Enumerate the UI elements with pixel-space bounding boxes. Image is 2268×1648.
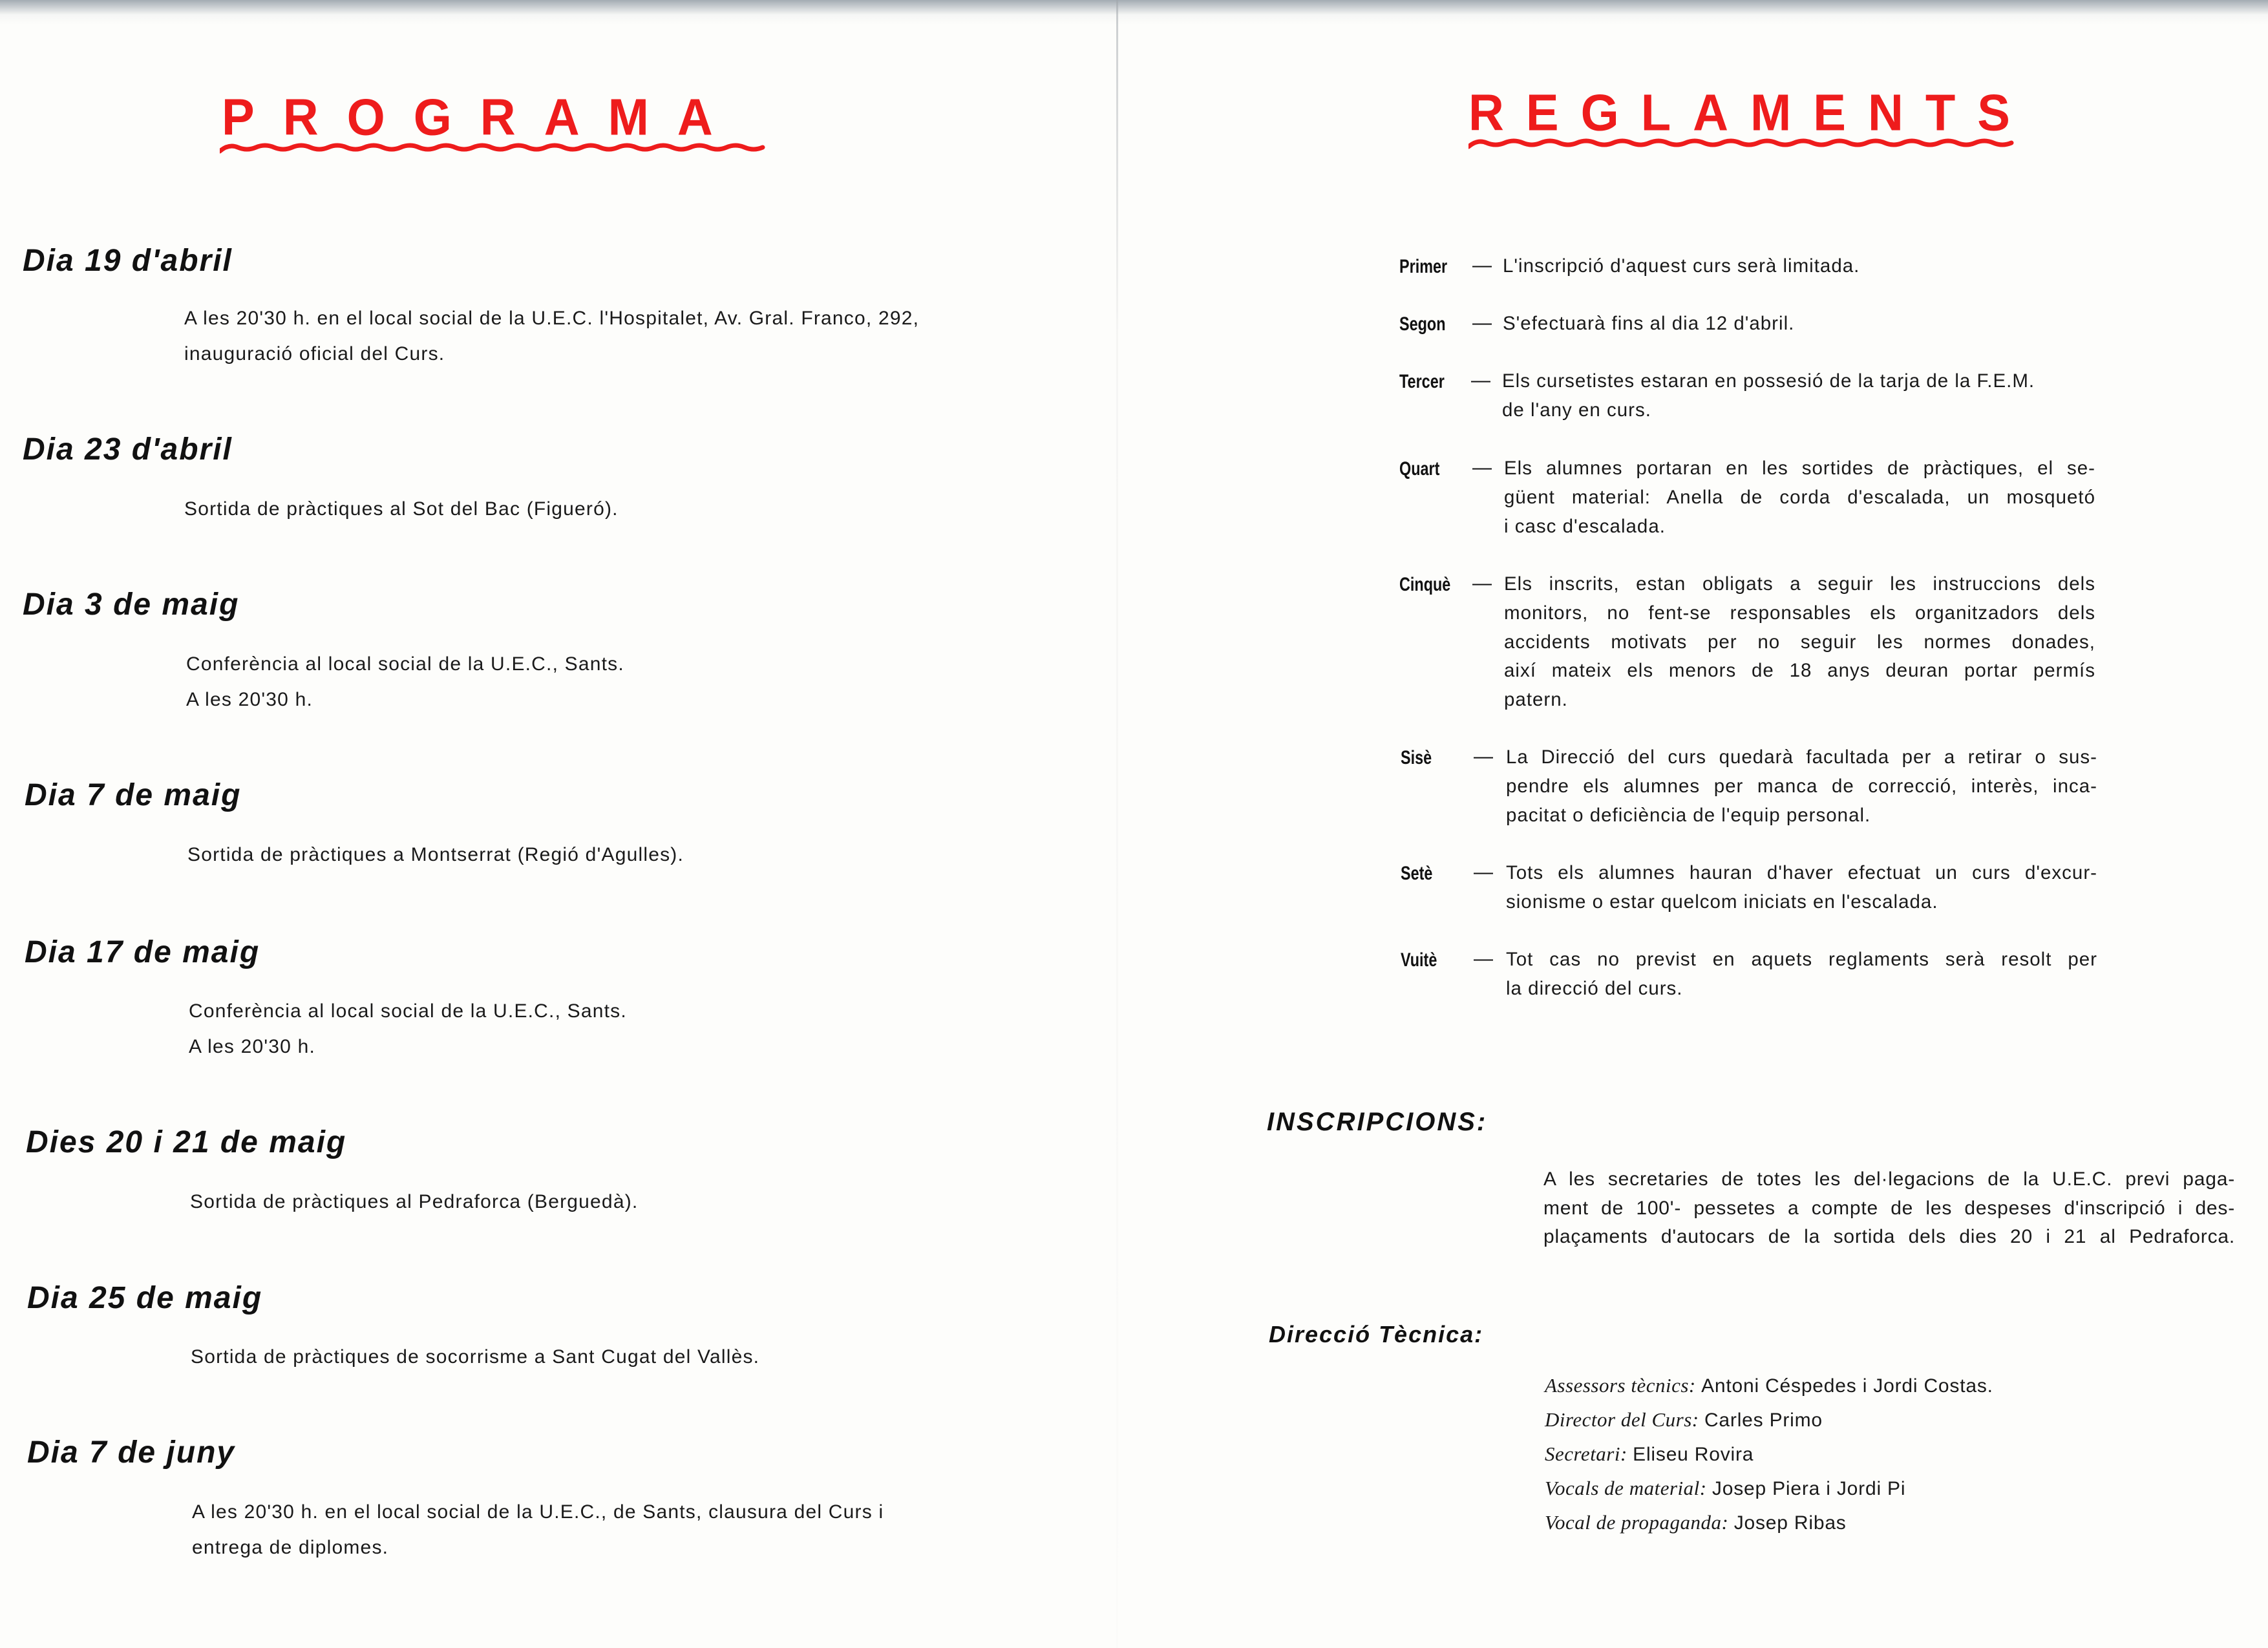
event-text: entrega de diplomes. (192, 1537, 389, 1558)
staff-name: Antoni Céspedes i Jordi Costas. (1701, 1375, 1993, 1397)
event-text: inauguració oficial del Curs. (184, 343, 445, 364)
event-date: Dia 3 de maig (23, 587, 240, 622)
event-date: Dia 17 de maig (25, 935, 260, 969)
event-date: Dia 7 de juny (27, 1435, 236, 1470)
event-text: A les 20'30 h. en el local social de la U.E.C. l'Hospitalet, Av. Gral. Franco, 292, (184, 308, 920, 329)
wavy-underline-icon (1468, 136, 2021, 151)
event-text: Sortida de pràctiques de socorrisme a Sant Cugat del Vallès. (191, 1346, 760, 1368)
staff-entry (1545, 1512, 1847, 1533)
rule-text: Tot cas no previst en aquets reglaments serà resolt per la direcció del curs. (1506, 949, 2097, 999)
staff-name: Josep Piera i Jordi Pi (1712, 1478, 1906, 1499)
rule-label: Tercer (1399, 371, 1445, 392)
rule-label: Vuitè (1401, 949, 1437, 971)
inscripcions-text: A les secretaries de totes les del·legacions de la U.E.C. previ paga- ment de 100'- pessetes a compte de les despeses d'inscripció i des- plaçaments d'autocars de la sortida dels dies 20 i 21 al Pedraforca. (1543, 1168, 2235, 1247)
rule-dash: — (1472, 312, 1492, 333)
event-text: A les 20'30 h. (186, 689, 313, 710)
rule-dash: — (1471, 370, 1490, 391)
inscripcions-heading: INSCRIPCIONS: (1267, 1108, 1488, 1136)
event-text: Sortida de pràctiques al Sot del Bac (Figueró). (184, 498, 619, 520)
staff-role: Vocals de material: (1545, 1477, 1707, 1499)
rule-dash: — (1472, 457, 1492, 478)
event-text: Sortida de pràctiques a Montserrat (Regió d'Agulles). (187, 844, 684, 865)
rule-text: Els cursetistes estaran en possesió de la tarja de la F.E.M. de l'any en curs. (1502, 370, 2035, 421)
rule-text: Tots els alumnes hauran d'haver efectuat un curs d'excur- sionisme o estar quelcom iniciats en l'escalada. (1506, 862, 2097, 913)
reglaments-title: REGLAMENTS (1468, 83, 2032, 142)
reglaments-page (1118, 0, 2268, 1648)
event-text: Conferència al local social de la U.E.C., Sants. (186, 653, 624, 675)
event-date: Dia 25 de maig (27, 1281, 263, 1315)
staff-role: Vocal de propaganda: (1545, 1511, 1729, 1534)
rule-label: Segon (1399, 313, 1446, 335)
rule-label: Cinquè (1399, 574, 1451, 595)
rule-label: Quart (1399, 458, 1440, 480)
rule-text: La Direcció del curs quedarà facultada per a retirar o sus- pendre els alumnes per manca de correcció, interès, inca- pacitat o deficiència de l'equip personal. (1506, 746, 2097, 826)
staff-entry (1545, 1444, 1754, 1464)
staff-entry (1545, 1375, 1993, 1396)
staff-role: Assessors tècnics: (1545, 1374, 1696, 1397)
staff-entry (1545, 1478, 1905, 1499)
rule-dash: — (1474, 861, 1493, 883)
staff-name: Josep Ribas (1733, 1512, 1847, 1534)
event-date: Dia 23 d'abril (23, 432, 233, 467)
event-date: Dia 19 d'abril (23, 244, 233, 278)
rule-dash: — (1474, 948, 1493, 969)
staff-name: Eliseu Rovira (1633, 1444, 1754, 1465)
rule-dash: — (1474, 746, 1493, 767)
rule-dash: — (1472, 255, 1492, 276)
rule-dash: — (1472, 573, 1492, 594)
event-text: A les 20'30 h. (189, 1036, 315, 1057)
event-date: Dia 7 de maig (25, 778, 242, 812)
event-text: A les 20'30 h. en el local social de la U.E.C., de Sants, clausura del Curs i (192, 1501, 884, 1523)
wavy-underline-icon (220, 141, 772, 155)
direccio-tecnica-heading: Direcció Tècnica: (1269, 1321, 1484, 1347)
staff-role: Director del Curs: (1545, 1408, 1699, 1431)
staff-role: Secretari: (1545, 1442, 1627, 1465)
event-date: Dies 20 i 21 de maig (26, 1125, 347, 1159)
programa-title: PROGRAMA (222, 88, 741, 147)
rule-label: Sisè (1401, 747, 1432, 768)
rule-label: Primer (1399, 256, 1448, 277)
rule-text: Els alumnes portaran en les sortides de pràctiques, el se- güent material: Anella de corda d'escalada, un mosquetó i casc d'escalada. (1504, 458, 2095, 537)
rule-text: S'efectuarà fins al dia 12 d'abril. (1503, 313, 1795, 334)
programa-page (0, 0, 1116, 1648)
staff-name: Carles Primo (1704, 1410, 1823, 1431)
rule-label: Setè (1401, 863, 1433, 884)
rule-text: Els inscrits, estan obligats a seguir les instruccions dels monitors, no fent-se responsables els organitzadors dels accidents motivats per no seguir les normes donades, així mateix els menors de 18 anys deuran portar permís patern. (1504, 573, 2095, 711)
rule-text: L'inscripció d'aquest curs serà limitada. (1503, 255, 1860, 277)
event-text: Sortida de pràctiques al Pedraforca (Berguedà). (190, 1191, 639, 1212)
staff-entry (1545, 1410, 1823, 1430)
event-text: Conferència al local social de la U.E.C., Sants. (189, 1000, 627, 1022)
